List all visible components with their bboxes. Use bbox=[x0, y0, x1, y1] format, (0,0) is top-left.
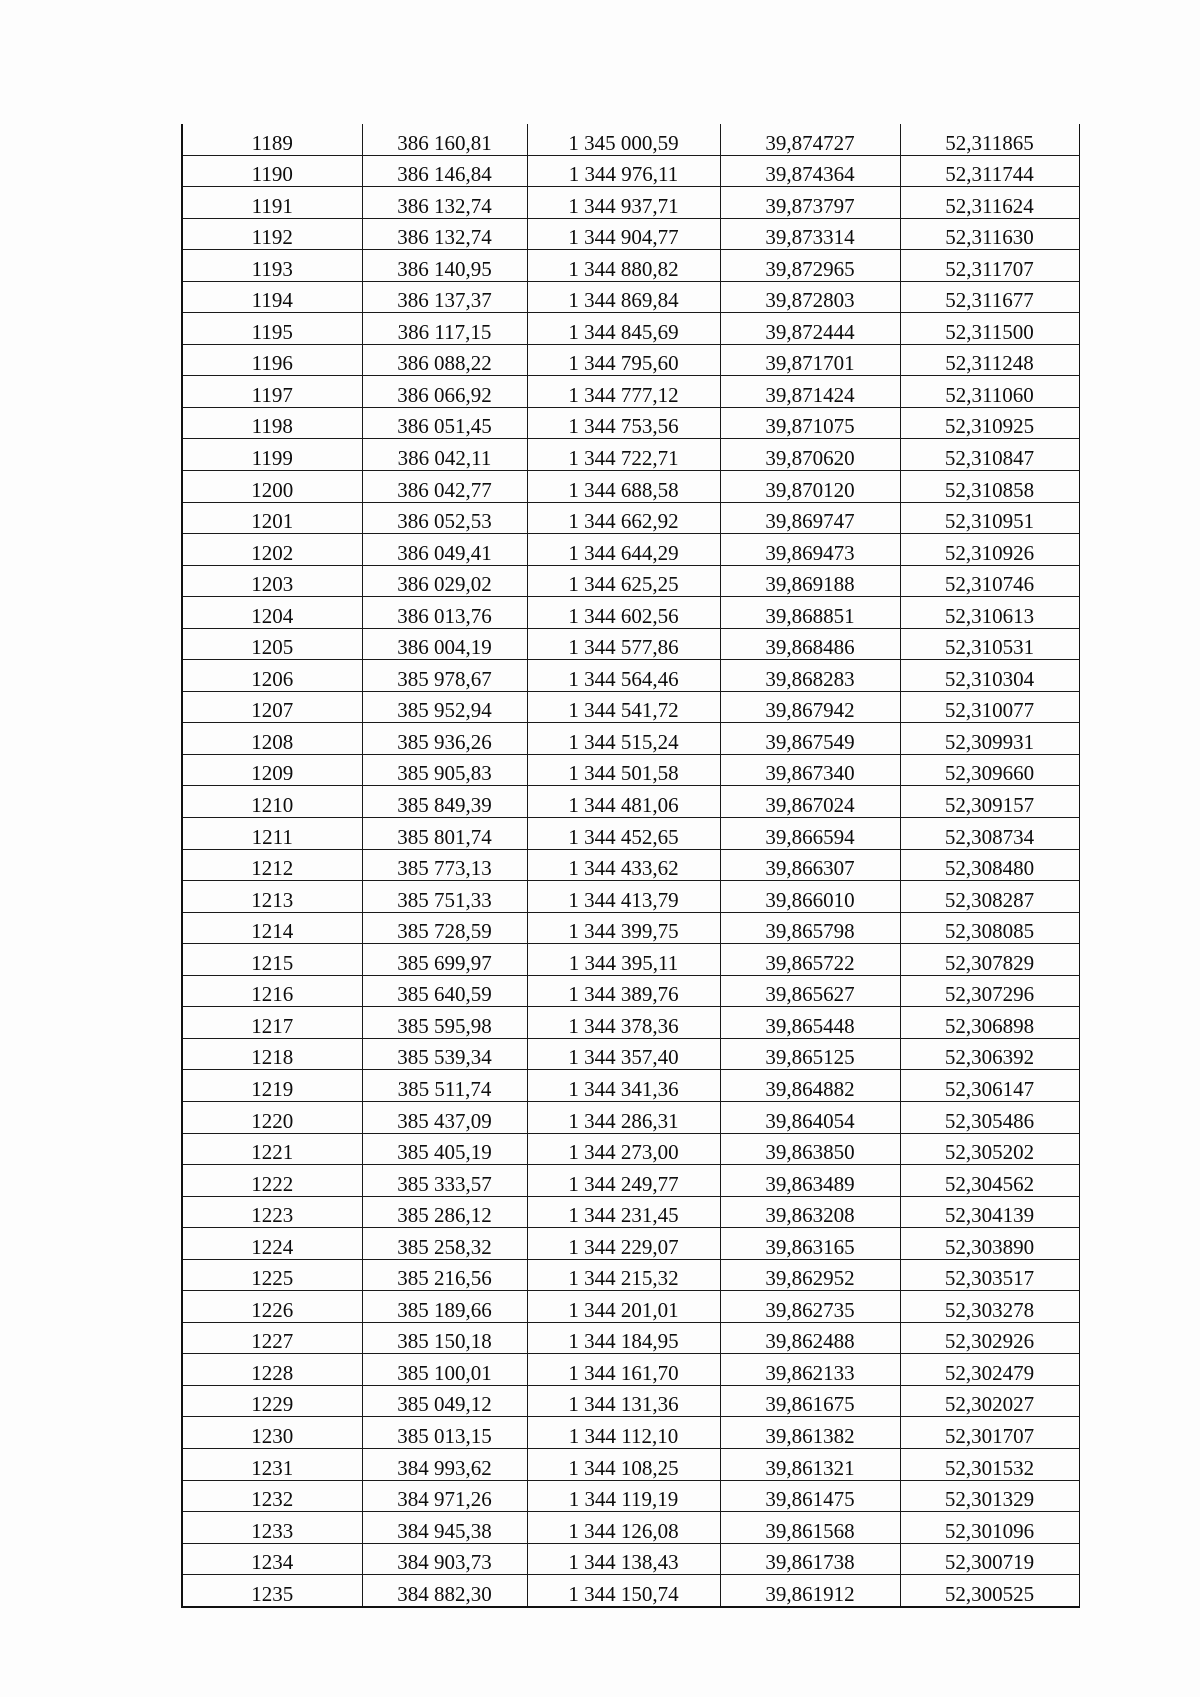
latitude-cell: 52,311630 bbox=[900, 218, 1079, 250]
y-coordinate-cell: 1 344 869,84 bbox=[527, 281, 720, 313]
y-coordinate-cell: 1 344 625,25 bbox=[527, 565, 720, 597]
latitude-cell: 52,311248 bbox=[900, 344, 1079, 376]
y-coordinate-cell: 1 344 273,00 bbox=[527, 1133, 720, 1165]
latitude-cell: 52,303890 bbox=[900, 1228, 1079, 1260]
x-coordinate-cell: 385 728,59 bbox=[362, 912, 527, 944]
x-coordinate-cell: 386 051,45 bbox=[362, 407, 527, 439]
latitude-cell: 52,301707 bbox=[900, 1417, 1079, 1449]
point-number-cell: 1208 bbox=[182, 723, 362, 755]
point-number-cell: 1199 bbox=[182, 439, 362, 471]
x-coordinate-cell: 385 978,67 bbox=[362, 660, 527, 692]
table-row bbox=[182, 534, 1079, 566]
table-row bbox=[182, 1512, 1079, 1544]
point-number-cell: 1207 bbox=[182, 691, 362, 723]
point-number-cell: 1205 bbox=[182, 628, 362, 660]
point-number-cell: 1203 bbox=[182, 565, 362, 597]
table-row bbox=[182, 1133, 1079, 1165]
x-coordinate-cell: 384 971,26 bbox=[362, 1480, 527, 1512]
longitude-cell: 39,866307 bbox=[720, 849, 900, 881]
y-coordinate-cell: 1 344 231,45 bbox=[527, 1196, 720, 1228]
longitude-cell: 39,867340 bbox=[720, 754, 900, 786]
x-coordinate-cell: 385 049,12 bbox=[362, 1385, 527, 1417]
latitude-cell: 52,310926 bbox=[900, 534, 1079, 566]
x-coordinate-cell: 386 066,92 bbox=[362, 376, 527, 408]
x-coordinate-cell: 386 140,95 bbox=[362, 250, 527, 282]
table-row bbox=[182, 1165, 1079, 1197]
table-row bbox=[182, 218, 1079, 250]
longitude-cell: 39,861675 bbox=[720, 1385, 900, 1417]
y-coordinate-cell: 1 344 481,06 bbox=[527, 786, 720, 818]
x-coordinate-cell: 385 849,39 bbox=[362, 786, 527, 818]
table-row bbox=[182, 754, 1079, 786]
longitude-cell: 39,868851 bbox=[720, 597, 900, 629]
y-coordinate-cell: 1 344 433,62 bbox=[527, 849, 720, 881]
y-coordinate-cell: 1 344 395,11 bbox=[527, 944, 720, 976]
x-coordinate-cell: 385 751,33 bbox=[362, 881, 527, 913]
longitude-cell: 39,867549 bbox=[720, 723, 900, 755]
point-number-cell: 1212 bbox=[182, 849, 362, 881]
point-number-cell: 1196 bbox=[182, 344, 362, 376]
longitude-cell: 39,869747 bbox=[720, 502, 900, 534]
table-row bbox=[182, 1228, 1079, 1260]
table-row bbox=[182, 1543, 1079, 1575]
latitude-cell: 52,300525 bbox=[900, 1575, 1079, 1607]
latitude-cell: 52,310304 bbox=[900, 660, 1079, 692]
latitude-cell: 52,302926 bbox=[900, 1322, 1079, 1354]
longitude-cell: 39,869473 bbox=[720, 534, 900, 566]
longitude-cell: 39,871701 bbox=[720, 344, 900, 376]
point-number-cell: 1227 bbox=[182, 1322, 362, 1354]
x-coordinate-cell: 385 801,74 bbox=[362, 818, 527, 850]
point-number-cell: 1190 bbox=[182, 155, 362, 187]
latitude-cell: 52,311500 bbox=[900, 313, 1079, 345]
table-row bbox=[182, 155, 1079, 187]
latitude-cell: 52,305486 bbox=[900, 1101, 1079, 1133]
longitude-cell: 39,871424 bbox=[720, 376, 900, 408]
point-number-cell: 1211 bbox=[182, 818, 362, 850]
point-number-cell: 1228 bbox=[182, 1354, 362, 1386]
latitude-cell: 52,303278 bbox=[900, 1291, 1079, 1323]
x-coordinate-cell: 384 882,30 bbox=[362, 1575, 527, 1607]
y-coordinate-cell: 1 344 904,77 bbox=[527, 218, 720, 250]
y-coordinate-cell: 1 344 378,36 bbox=[527, 1007, 720, 1039]
point-number-cell: 1210 bbox=[182, 786, 362, 818]
latitude-cell: 52,306898 bbox=[900, 1007, 1079, 1039]
x-coordinate-cell: 385 905,83 bbox=[362, 754, 527, 786]
table-row bbox=[182, 565, 1079, 597]
longitude-cell: 39,866594 bbox=[720, 818, 900, 850]
y-coordinate-cell: 1 344 286,31 bbox=[527, 1101, 720, 1133]
point-number-cell: 1223 bbox=[182, 1196, 362, 1228]
longitude-cell: 39,871075 bbox=[720, 407, 900, 439]
y-coordinate-cell: 1 344 753,56 bbox=[527, 407, 720, 439]
x-coordinate-cell: 386 160,81 bbox=[362, 124, 527, 155]
point-number-cell: 1189 bbox=[251, 130, 293, 155]
longitude-cell: 39,861912 bbox=[720, 1575, 900, 1607]
y-coordinate-cell: 1 344 541,72 bbox=[527, 691, 720, 723]
latitude-cell: 52,310847 bbox=[900, 439, 1079, 471]
latitude-cell: 52,311060 bbox=[900, 376, 1079, 408]
longitude-cell: 39,861382 bbox=[720, 1417, 900, 1449]
x-coordinate-cell: 385 258,32 bbox=[362, 1228, 527, 1260]
longitude-cell: 39,865125 bbox=[720, 1038, 900, 1070]
latitude-cell: 52,311624 bbox=[900, 187, 1079, 219]
x-coordinate-cell: 385 773,13 bbox=[362, 849, 527, 881]
latitude-cell: 52,308085 bbox=[900, 912, 1079, 944]
coordinates-table-body bbox=[182, 124, 1079, 1607]
longitude-cell: 39,865448 bbox=[720, 1007, 900, 1039]
latitude-cell: 52,307829 bbox=[900, 944, 1079, 976]
longitude-cell: 39,865798 bbox=[720, 912, 900, 944]
longitude-cell: 39,870620 bbox=[720, 439, 900, 471]
point-number-cell: 1202 bbox=[182, 534, 362, 566]
x-coordinate-cell: 385 936,26 bbox=[362, 723, 527, 755]
latitude-cell: 52,301329 bbox=[900, 1480, 1079, 1512]
x-coordinate-cell: 386 132,74 bbox=[362, 218, 527, 250]
point-number-cell: 1225 bbox=[182, 1259, 362, 1291]
table-row bbox=[182, 1007, 1079, 1039]
y-coordinate-cell: 1 344 777,12 bbox=[527, 376, 720, 408]
point-number-cell: 1191 bbox=[182, 187, 362, 219]
longitude-cell: 39,861568 bbox=[720, 1512, 900, 1544]
point-number-cell: 1193 bbox=[182, 250, 362, 282]
x-coordinate-cell: 386 137,37 bbox=[362, 281, 527, 313]
latitude-cell: 52,309660 bbox=[900, 754, 1079, 786]
latitude-cell: 52,302027 bbox=[900, 1385, 1079, 1417]
longitude-cell: 39,864054 bbox=[720, 1101, 900, 1133]
latitude-cell: 52,311865 bbox=[900, 124, 1079, 155]
table-row bbox=[182, 187, 1079, 219]
longitude-cell: 39,862488 bbox=[720, 1322, 900, 1354]
table-row bbox=[182, 1480, 1079, 1512]
table-row bbox=[182, 1448, 1079, 1480]
table-row bbox=[182, 723, 1079, 755]
x-coordinate-cell: 385 595,98 bbox=[362, 1007, 527, 1039]
point-number-cell: 1219 bbox=[182, 1070, 362, 1102]
x-coordinate-cell: 385 699,97 bbox=[362, 944, 527, 976]
x-coordinate-cell: 385 640,59 bbox=[362, 975, 527, 1007]
point-number-cell: 1229 bbox=[182, 1385, 362, 1417]
latitude-cell: 52,307296 bbox=[900, 975, 1079, 1007]
y-coordinate-cell: 1 344 201,01 bbox=[527, 1291, 720, 1323]
x-coordinate-cell: 384 945,38 bbox=[362, 1512, 527, 1544]
longitude-cell: 39,863489 bbox=[720, 1165, 900, 1197]
point-number-cell: 1224 bbox=[182, 1228, 362, 1260]
x-coordinate-cell: 386 004,19 bbox=[362, 628, 527, 660]
x-coordinate-cell: 386 042,77 bbox=[362, 471, 527, 503]
y-coordinate-cell: 1 344 138,43 bbox=[527, 1543, 720, 1575]
table-row bbox=[182, 1575, 1079, 1607]
longitude-cell: 39,861475 bbox=[720, 1480, 900, 1512]
latitude-cell: 52,306392 bbox=[900, 1038, 1079, 1070]
y-coordinate-cell: 1 344 976,11 bbox=[527, 155, 720, 187]
longitude-cell: 39,866010 bbox=[720, 881, 900, 913]
x-coordinate-cell: 386 029,02 bbox=[362, 565, 527, 597]
point-number-cell: 1195 bbox=[182, 313, 362, 345]
y-coordinate-cell: 1 344 515,24 bbox=[527, 723, 720, 755]
latitude-cell: 52,310077 bbox=[900, 691, 1079, 723]
point-number-cell: 1209 bbox=[182, 754, 362, 786]
point-number-cell: 1201 bbox=[182, 502, 362, 534]
table-row bbox=[182, 281, 1079, 313]
x-coordinate-cell: 385 539,34 bbox=[362, 1038, 527, 1070]
x-coordinate-cell: 386 146,84 bbox=[362, 155, 527, 187]
latitude-cell: 52,301096 bbox=[900, 1512, 1079, 1544]
longitude-cell: 39,867024 bbox=[720, 786, 900, 818]
table-row bbox=[182, 975, 1079, 1007]
table-row bbox=[182, 124, 1079, 155]
y-coordinate-cell: 1 344 937,71 bbox=[527, 187, 720, 219]
x-coordinate-cell: 385 189,66 bbox=[362, 1291, 527, 1323]
y-coordinate-cell: 1 344 161,70 bbox=[527, 1354, 720, 1386]
latitude-cell: 52,310613 bbox=[900, 597, 1079, 629]
table-row bbox=[182, 1322, 1079, 1354]
table-row bbox=[182, 628, 1079, 660]
table-row bbox=[182, 849, 1079, 881]
y-coordinate-cell: 1 344 662,92 bbox=[527, 502, 720, 534]
point-number-cell: 1204 bbox=[182, 597, 362, 629]
y-coordinate-cell: 1 344 577,86 bbox=[527, 628, 720, 660]
longitude-cell: 39,862735 bbox=[720, 1291, 900, 1323]
table-row bbox=[182, 1070, 1079, 1102]
x-coordinate-cell: 386 052,53 bbox=[362, 502, 527, 534]
longitude-cell: 39,862952 bbox=[720, 1259, 900, 1291]
point-number-cell: 1226 bbox=[182, 1291, 362, 1323]
x-coordinate-cell: 386 013,76 bbox=[362, 597, 527, 629]
x-coordinate-cell: 385 013,15 bbox=[362, 1417, 527, 1449]
latitude-cell: 52,308287 bbox=[900, 881, 1079, 913]
point-number-cell: 1214 bbox=[182, 912, 362, 944]
table-row bbox=[182, 1291, 1079, 1323]
coordinates-table bbox=[181, 124, 1080, 1608]
table-row bbox=[182, 660, 1079, 692]
x-coordinate-cell: 386 132,74 bbox=[362, 187, 527, 219]
point-number-cell: 1192 bbox=[182, 218, 362, 250]
longitude-cell: 39,872444 bbox=[720, 313, 900, 345]
y-coordinate-cell: 1 344 602,56 bbox=[527, 597, 720, 629]
table-row bbox=[182, 407, 1079, 439]
table-row bbox=[182, 944, 1079, 976]
y-coordinate-cell: 1 345 000,59 bbox=[527, 124, 720, 155]
latitude-cell: 52,310858 bbox=[900, 471, 1079, 503]
longitude-cell: 39,869188 bbox=[720, 565, 900, 597]
longitude-cell: 39,868283 bbox=[720, 660, 900, 692]
y-coordinate-cell: 1 344 413,79 bbox=[527, 881, 720, 913]
x-coordinate-cell: 386 042,11 bbox=[362, 439, 527, 471]
table-row bbox=[182, 1417, 1079, 1449]
y-coordinate-cell: 1 344 184,95 bbox=[527, 1322, 720, 1354]
latitude-cell: 52,308734 bbox=[900, 818, 1079, 850]
table-row bbox=[182, 597, 1079, 629]
longitude-cell: 39,863850 bbox=[720, 1133, 900, 1165]
table-row bbox=[182, 1196, 1079, 1228]
point-number-cell: 1221 bbox=[182, 1133, 362, 1165]
latitude-cell: 52,310951 bbox=[900, 502, 1079, 534]
longitude-cell: 39,863208 bbox=[720, 1196, 900, 1228]
longitude-cell: 39,874727 bbox=[720, 124, 900, 155]
longitude-cell: 39,865627 bbox=[720, 975, 900, 1007]
y-coordinate-cell: 1 344 150,74 bbox=[527, 1575, 720, 1607]
table-row bbox=[182, 912, 1079, 944]
longitude-cell: 39,872965 bbox=[720, 250, 900, 282]
y-coordinate-cell: 1 344 215,32 bbox=[527, 1259, 720, 1291]
point-number-cell: 1200 bbox=[182, 471, 362, 503]
point-number-cell: 1217 bbox=[182, 1007, 362, 1039]
point-number-cell: 1231 bbox=[182, 1448, 362, 1480]
latitude-cell: 52,304562 bbox=[900, 1165, 1079, 1197]
y-coordinate-cell: 1 344 399,75 bbox=[527, 912, 720, 944]
longitude-cell: 39,874364 bbox=[720, 155, 900, 187]
point-number-cell: 1235 bbox=[182, 1575, 362, 1607]
x-coordinate-cell: 385 286,12 bbox=[362, 1196, 527, 1228]
point-number-cell: 1220 bbox=[182, 1101, 362, 1133]
y-coordinate-cell: 1 344 112,10 bbox=[527, 1417, 720, 1449]
x-coordinate-cell: 385 100,01 bbox=[362, 1354, 527, 1386]
longitude-cell: 39,863165 bbox=[720, 1228, 900, 1260]
table-row bbox=[182, 471, 1079, 503]
y-coordinate-cell: 1 344 119,19 bbox=[527, 1480, 720, 1512]
table-row bbox=[182, 691, 1079, 723]
y-coordinate-cell: 1 344 722,71 bbox=[527, 439, 720, 471]
x-coordinate-cell: 385 511,74 bbox=[362, 1070, 527, 1102]
x-coordinate-cell: 384 903,73 bbox=[362, 1543, 527, 1575]
latitude-cell: 52,302479 bbox=[900, 1354, 1079, 1386]
table-row bbox=[182, 313, 1079, 345]
x-coordinate-cell: 385 333,57 bbox=[362, 1165, 527, 1197]
table-row bbox=[182, 1038, 1079, 1070]
y-coordinate-cell: 1 344 452,65 bbox=[527, 818, 720, 850]
longitude-cell: 39,873797 bbox=[720, 187, 900, 219]
x-coordinate-cell: 386 117,15 bbox=[362, 313, 527, 345]
latitude-cell: 52,301532 bbox=[900, 1448, 1079, 1480]
table-row bbox=[182, 250, 1079, 282]
table-row bbox=[182, 1354, 1079, 1386]
y-coordinate-cell: 1 344 108,25 bbox=[527, 1448, 720, 1480]
y-coordinate-cell: 1 344 131,36 bbox=[527, 1385, 720, 1417]
latitude-cell: 52,309157 bbox=[900, 786, 1079, 818]
x-coordinate-cell: 384 993,62 bbox=[362, 1448, 527, 1480]
y-coordinate-cell: 1 344 564,46 bbox=[527, 660, 720, 692]
latitude-cell: 52,310925 bbox=[900, 407, 1079, 439]
longitude-cell: 39,861738 bbox=[720, 1543, 900, 1575]
table-row bbox=[182, 1101, 1079, 1133]
point-number-cell: 1230 bbox=[182, 1417, 362, 1449]
x-coordinate-cell: 386 049,41 bbox=[362, 534, 527, 566]
point-number-cell: 1206 bbox=[182, 660, 362, 692]
latitude-cell: 52,306147 bbox=[900, 1070, 1079, 1102]
point-number-cell: 1197 bbox=[182, 376, 362, 408]
y-coordinate-cell: 1 344 389,76 bbox=[527, 975, 720, 1007]
x-coordinate-cell: 385 437,09 bbox=[362, 1101, 527, 1133]
y-coordinate-cell: 1 344 880,82 bbox=[527, 250, 720, 282]
longitude-cell: 39,868486 bbox=[720, 628, 900, 660]
x-coordinate-cell: 385 952,94 bbox=[362, 691, 527, 723]
longitude-cell: 39,861321 bbox=[720, 1448, 900, 1480]
y-coordinate-cell: 1 344 688,58 bbox=[527, 471, 720, 503]
y-coordinate-cell: 1 344 357,40 bbox=[527, 1038, 720, 1070]
table-row bbox=[182, 818, 1079, 850]
y-coordinate-cell: 1 344 845,69 bbox=[527, 313, 720, 345]
point-number-cell: 1234 bbox=[182, 1543, 362, 1575]
latitude-cell: 52,310746 bbox=[900, 565, 1079, 597]
latitude-cell: 52,311677 bbox=[900, 281, 1079, 313]
y-coordinate-cell: 1 344 644,29 bbox=[527, 534, 720, 566]
point-number-cell: 1233 bbox=[182, 1512, 362, 1544]
x-coordinate-cell: 385 216,56 bbox=[362, 1259, 527, 1291]
latitude-cell: 52,308480 bbox=[900, 849, 1079, 881]
point-number-cell: 1215 bbox=[182, 944, 362, 976]
point-number-cell: 1232 bbox=[182, 1480, 362, 1512]
table-row bbox=[182, 1385, 1079, 1417]
point-number-cell: 1213 bbox=[182, 881, 362, 913]
y-coordinate-cell: 1 344 341,36 bbox=[527, 1070, 720, 1102]
table-row bbox=[182, 344, 1079, 376]
table-row bbox=[182, 881, 1079, 913]
point-number-cell: 1194 bbox=[182, 281, 362, 313]
latitude-cell: 52,309931 bbox=[900, 723, 1079, 755]
longitude-cell: 39,867942 bbox=[720, 691, 900, 723]
longitude-cell: 39,862133 bbox=[720, 1354, 900, 1386]
x-coordinate-cell: 386 088,22 bbox=[362, 344, 527, 376]
table-row bbox=[182, 502, 1079, 534]
y-coordinate-cell: 1 344 126,08 bbox=[527, 1512, 720, 1544]
latitude-cell: 52,305202 bbox=[900, 1133, 1079, 1165]
point-number-cell: 1198 bbox=[182, 407, 362, 439]
x-coordinate-cell: 385 405,19 bbox=[362, 1133, 527, 1165]
longitude-cell: 39,864882 bbox=[720, 1070, 900, 1102]
table-row bbox=[182, 786, 1079, 818]
latitude-cell: 52,303517 bbox=[900, 1259, 1079, 1291]
latitude-cell: 52,310531 bbox=[900, 628, 1079, 660]
point-number-cell: 1216 bbox=[182, 975, 362, 1007]
x-coordinate-cell: 385 150,18 bbox=[362, 1322, 527, 1354]
table-row bbox=[182, 1259, 1079, 1291]
longitude-cell: 39,873314 bbox=[720, 218, 900, 250]
point-number-cell: 1222 bbox=[182, 1165, 362, 1197]
point-number-cell: 1218 bbox=[182, 1038, 362, 1070]
table-row bbox=[182, 376, 1079, 408]
latitude-cell: 52,304139 bbox=[900, 1196, 1079, 1228]
y-coordinate-cell: 1 344 501,58 bbox=[527, 754, 720, 786]
latitude-cell: 52,311707 bbox=[900, 250, 1079, 282]
y-coordinate-cell: 1 344 229,07 bbox=[527, 1228, 720, 1260]
y-coordinate-cell: 1 344 795,60 bbox=[527, 344, 720, 376]
table-row bbox=[182, 439, 1079, 471]
longitude-cell: 39,872803 bbox=[720, 281, 900, 313]
y-coordinate-cell: 1 344 249,77 bbox=[527, 1165, 720, 1197]
longitude-cell: 39,870120 bbox=[720, 471, 900, 503]
latitude-cell: 52,311744 bbox=[900, 155, 1079, 187]
longitude-cell: 39,865722 bbox=[720, 944, 900, 976]
latitude-cell: 52,300719 bbox=[900, 1543, 1079, 1575]
